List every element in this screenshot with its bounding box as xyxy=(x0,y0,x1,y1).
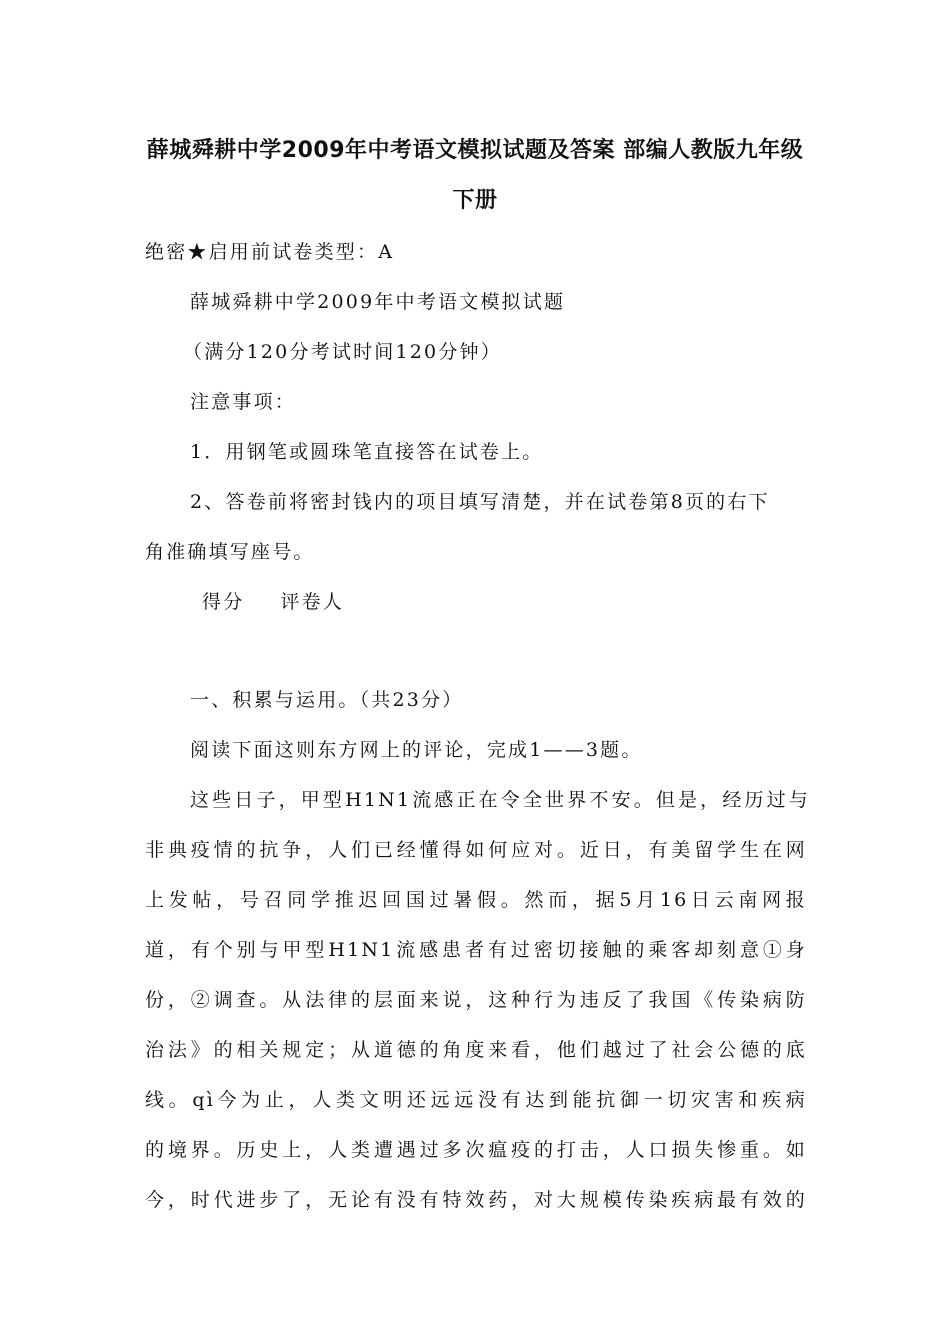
score-box xyxy=(202,588,864,616)
passage-line: 道，有个别与甲型H1N1流感患者有过密切接触的乘客却刻意①身 xyxy=(145,939,807,961)
section-1-heading: 一、积累与运用。（共23分） xyxy=(190,689,464,711)
passage-line: 上发帖，号召同学推迟回国过暑假。然而，据5月16日云南网报 xyxy=(145,889,807,911)
notice-item-2-line-2: 角准确填写座号。 xyxy=(145,541,315,563)
passage-line: 份，②调查。从法律的层面来说，这种行为违反了我国《传染病防 xyxy=(145,989,807,1011)
reading-instruction: 阅读下面这则东方网上的评论，完成1——3题。 xyxy=(190,739,643,761)
passage-line: 治法》的相关规定；从道德的角度来看，他们越过了社会公德的底 xyxy=(145,1039,807,1061)
notice-item-2-line-1: 2、答卷前将密封钱内的项目填写清楚，并在试卷第8页的右下 xyxy=(190,491,770,513)
passage-line: 这些日子，甲型H1N1流感正在令全世界不安。但是，经历过与 xyxy=(190,789,810,811)
document-title-line-1: 薛城舜耕中学2009年中考语文模拟试题及答案 部编人教版九年级 xyxy=(146,138,804,163)
passage-line: 今，时代进步了，无论有没有特效药，对大规模传染疾病最有效的 xyxy=(145,1189,807,1211)
grader-label: 评卷人 xyxy=(280,591,345,613)
exam-name: 薛城舜耕中学2009年中考语文模拟试题 xyxy=(190,291,566,313)
passage-line: 的境界。历史上，人类遭遇过多次瘟疫的打击，人口损失惨重。如 xyxy=(145,1139,807,1161)
secret-label: 绝密★启用前试卷类型：A xyxy=(145,241,395,263)
notice-heading: 注意事项： xyxy=(190,391,297,413)
full-marks-note: （满分120分考试时间120分钟） xyxy=(183,341,502,363)
passage-line: 非典疫情的抗争，人们已经懂得如何应对。近日，有美留学生在网 xyxy=(145,839,807,861)
passage-line: 线。qì今为止，人类文明还远远没有达到能抗御一切灾害和疾病 xyxy=(145,1089,807,1111)
score-label: 得分 xyxy=(202,591,245,613)
notice-item-1: 1．用钢笔或圆珠笔直接答在试卷上。 xyxy=(190,441,544,463)
document-title-line-2: 下册 xyxy=(452,188,498,213)
